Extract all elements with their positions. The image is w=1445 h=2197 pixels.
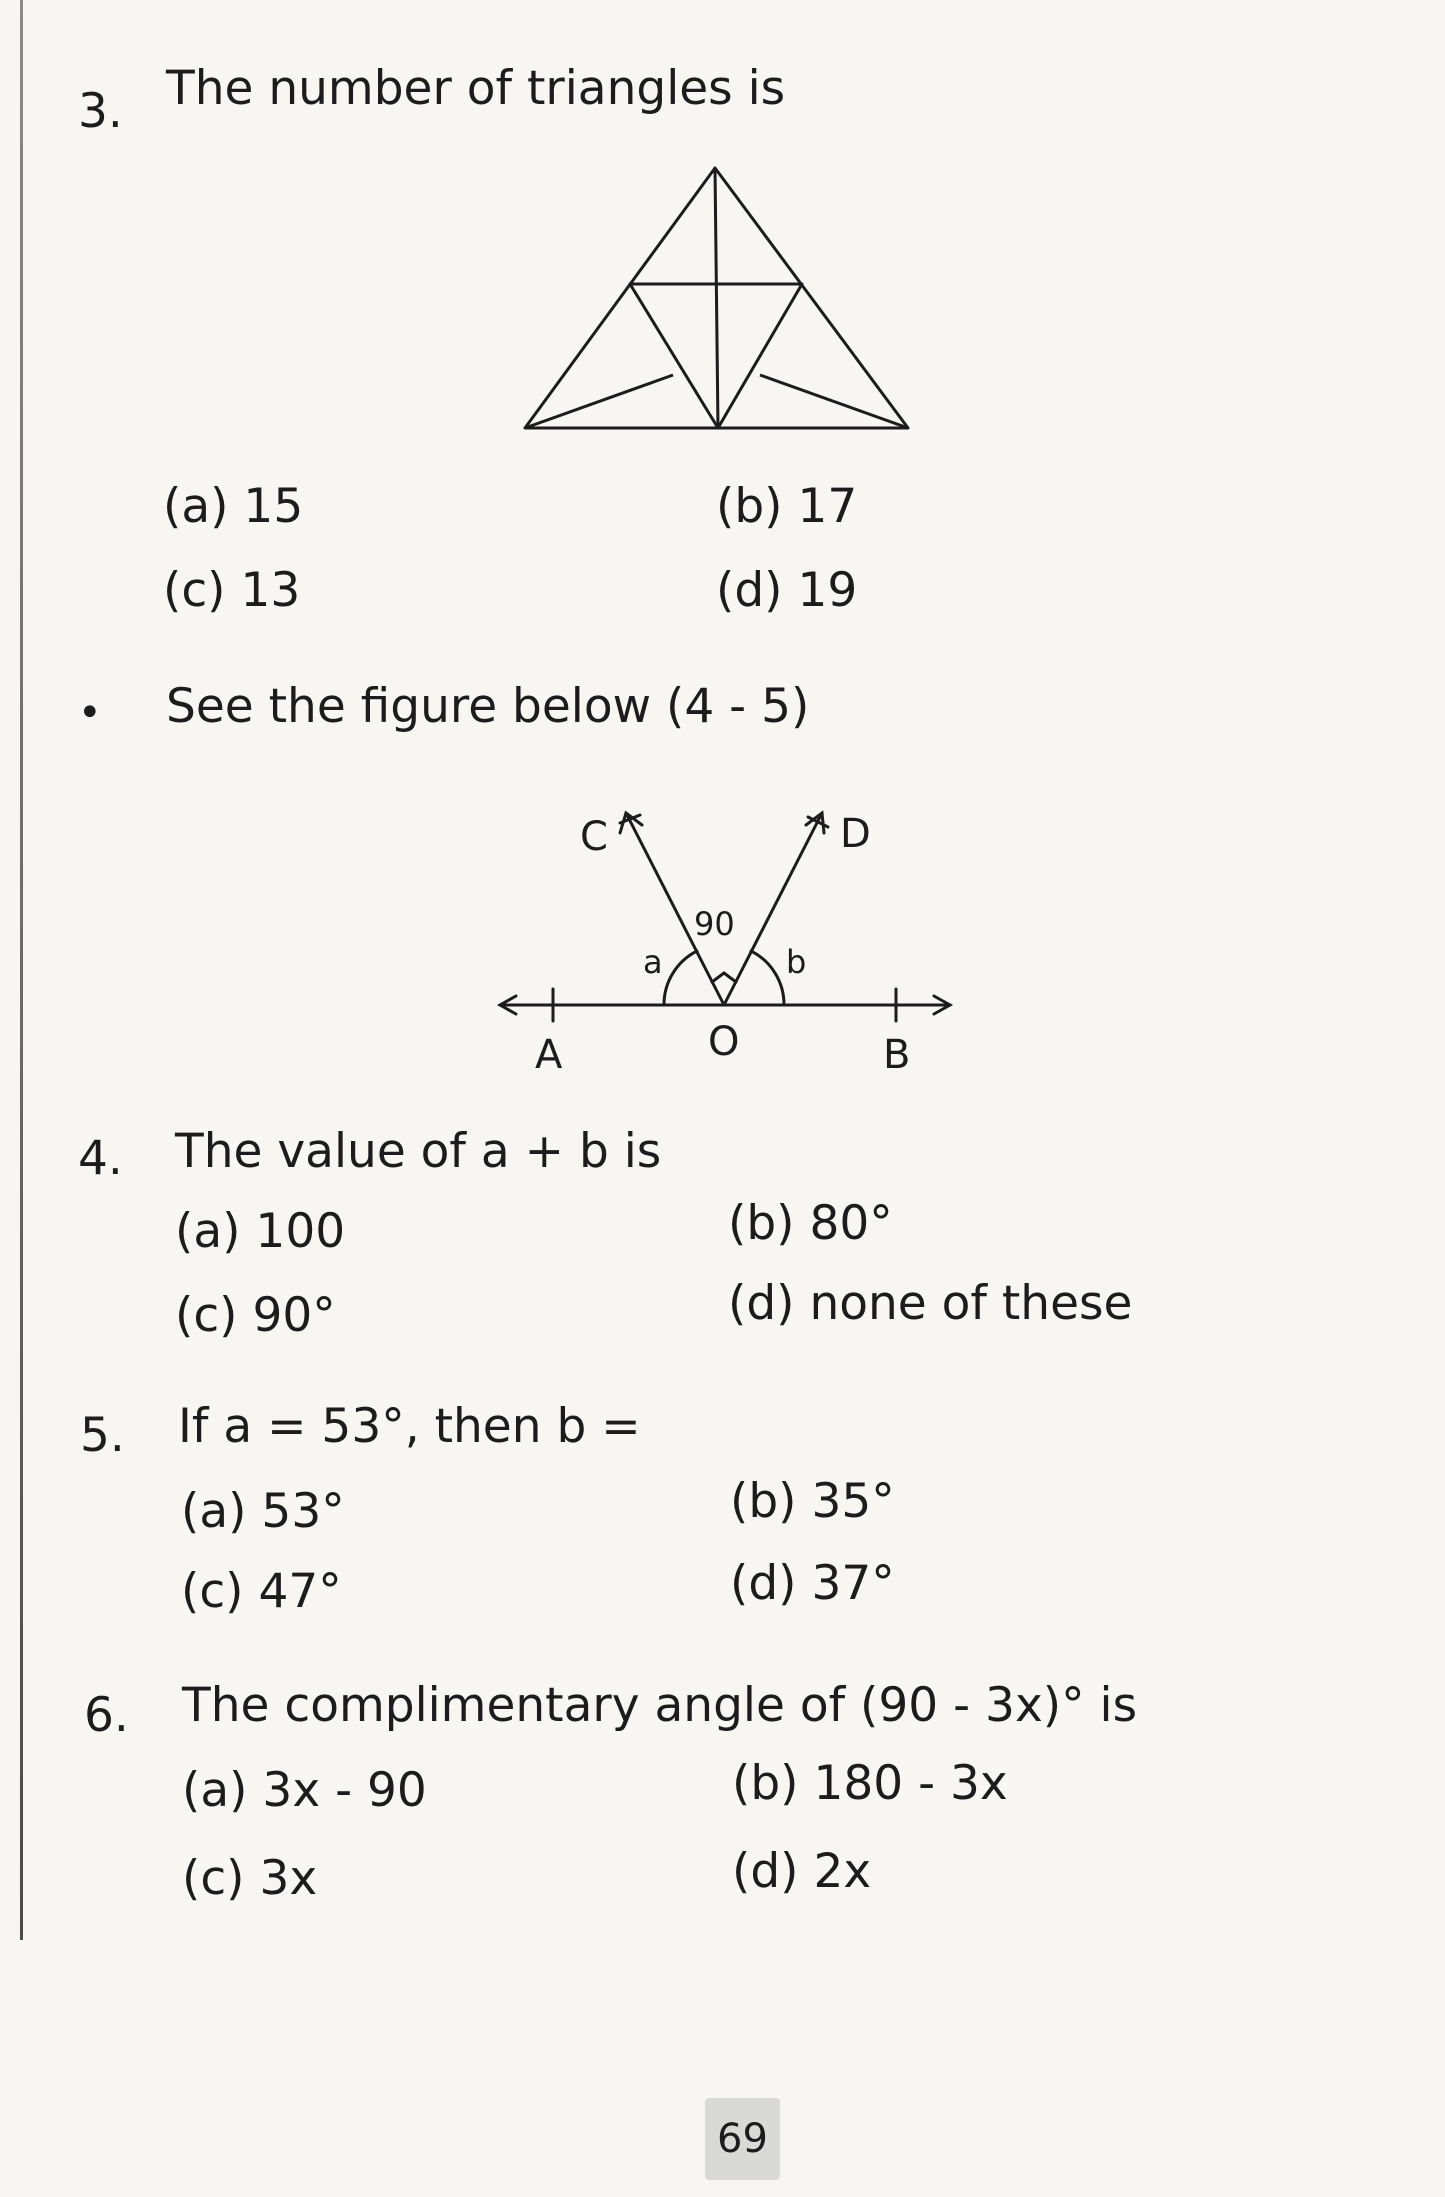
question-6-number: 6. — [84, 1688, 129, 1743]
question-6-option-d: (d) 2x — [732, 1844, 872, 1899]
page-number: 69 — [717, 2116, 768, 2162]
label-C: C — [580, 814, 608, 860]
label-A: A — [535, 1032, 563, 1078]
question-5-option-c: (c) 47° — [181, 1564, 342, 1619]
question-3-prompt: The number of triangles is — [166, 61, 786, 116]
page-number-box — [705, 2098, 780, 2180]
question-3-option-d: (d) 19 — [716, 563, 858, 618]
label-O: O — [708, 1019, 740, 1065]
question-5-number: 5. — [80, 1408, 125, 1463]
right-cevian — [760, 375, 908, 428]
instruction-bullet: • — [78, 690, 102, 736]
question-5-option-d: (d) 37° — [730, 1556, 895, 1611]
label-90: 90 — [694, 905, 735, 943]
question-4-option-d: (d) none of these — [728, 1276, 1133, 1331]
arc-a — [664, 951, 697, 1005]
median-line — [715, 168, 718, 428]
question-4-option-c: (c) 90° — [175, 1288, 336, 1343]
label-B: B — [883, 1032, 911, 1078]
question-4-number: 4. — [78, 1131, 123, 1186]
label-D: D — [840, 811, 871, 857]
label-b: b — [786, 943, 807, 981]
question-4-option-a: (a) 100 — [175, 1204, 346, 1259]
question-3-option-b: (b) 17 — [716, 479, 858, 534]
question-6-option-b: (b) 180 - 3x — [732, 1756, 1008, 1811]
question-3-option-a: (a) 15 — [163, 479, 304, 534]
page-binding-edge — [20, 0, 23, 1940]
left-cevian — [525, 375, 673, 428]
question-4-prompt: The value of a + b is — [175, 1124, 662, 1179]
question-6-option-a: (a) 3x - 90 — [182, 1763, 427, 1818]
angle-figure — [480, 775, 980, 1085]
question-3-number: 3. — [78, 84, 123, 139]
question-3-option-c: (c) 13 — [163, 563, 301, 618]
arc-b — [751, 951, 784, 1005]
label-a: a — [643, 943, 663, 981]
instruction-text: See the figure below (4 - 5) — [166, 679, 810, 734]
question-4-option-b: (b) 80° — [728, 1196, 893, 1251]
ray-OD — [724, 813, 822, 1005]
question-6-prompt: The complimentary angle of (90 - 3x)° is — [182, 1678, 1138, 1733]
triangle-figure — [520, 160, 920, 438]
right-angle-mark — [712, 973, 736, 982]
question-6-option-c: (c) 3x — [182, 1851, 318, 1906]
question-5-option-b: (b) 35° — [730, 1474, 895, 1529]
question-5-option-a: (a) 53° — [181, 1484, 345, 1539]
question-5-prompt: If a = 53°, then b = — [178, 1399, 641, 1454]
